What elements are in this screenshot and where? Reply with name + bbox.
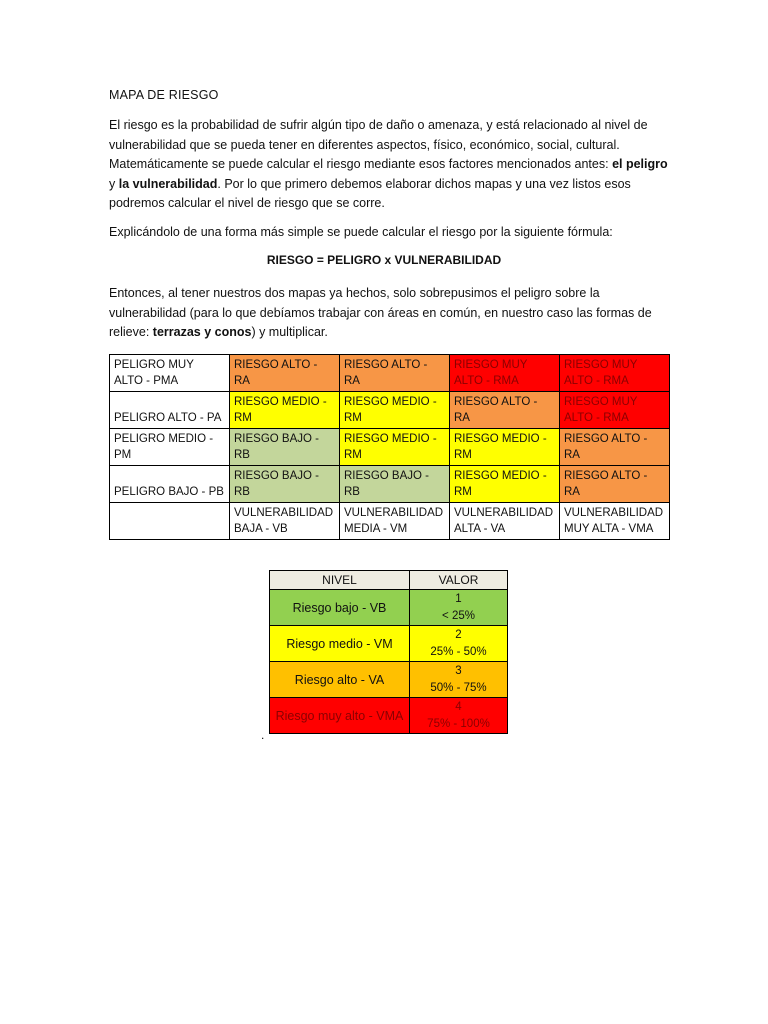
paragraph-formula-intro: Explicándolo de una forma más simple se puede calcular el riesgo por la siguiente fórmula: [109, 225, 613, 239]
bold-term-vulnerabilidad: la vulnerabilidad [118, 176, 218, 191]
level-name: Riesgo medio - VM [270, 626, 410, 662]
row-label-pa: PELIGRO ALTO - PA [110, 392, 230, 429]
column-label-vb: VULNERABILIDAD BAJA - VB [230, 503, 340, 540]
header-valor: VALOR [410, 571, 508, 590]
table-row [110, 429, 670, 466]
level-range: < 25% [442, 609, 475, 622]
level-value [410, 698, 508, 734]
table-row [110, 466, 670, 503]
cell-riesgo-bajo: RIESGO BAJO - RB [230, 429, 340, 466]
paragraph-text: . Por lo que primero debemos elaborar dichos mapas y una vez listos esos podremos calcular el nivel de riesgo que se corre. [109, 176, 631, 210]
cell-riesgo-muy-alto: RIESGO MUY ALTO - RMA [560, 392, 670, 429]
table-row [110, 503, 670, 540]
level-name: Riesgo alto - VA [270, 662, 410, 698]
column-label-vm: VULNERABILIDAD MEDIA - VM [340, 503, 450, 540]
level-name: Riesgo muy alto - VMA [270, 698, 410, 734]
level-range: 75% - 100% [427, 717, 490, 730]
row-label-pma: PELIGRO MUY ALTO - PMA [110, 355, 230, 392]
bold-term-peligro: el peligro [612, 157, 668, 171]
document-title: MAPA DE RIESGO [109, 88, 219, 102]
level-value [410, 662, 508, 698]
table-row [270, 662, 508, 698]
level-name: Riesgo bajo - VB [270, 590, 410, 626]
paragraph-text: Entonces, al tener nuestros dos mapas ya hechos, solo sobrepusimos el peligro sobre la vulnerabilidad (para lo que debíamos trabajar con áreas en común, en nuestro caso las formas de relieve: [109, 286, 652, 339]
cell-riesgo-medio: RIESGO MEDIO - RM [340, 429, 450, 466]
table-row [110, 392, 670, 429]
cell-riesgo-bajo: RIESGO BAJO - RB [230, 466, 340, 503]
risk-matrix-table [109, 354, 670, 540]
paragraph-text: y [109, 176, 119, 191]
cell-riesgo-medio: RIESGO MEDIO - RM [230, 392, 340, 429]
paragraph-text: El riesgo es la probabilidad de sufrir algún tipo de daño o amenaza, y está relacionado al nivel de vulnerabilidad que se pueda tener en diferentes aspectos, físico, económico, social, cultural. Matemáticamente se puede calcular el riesgo mediante esos factores mencionados antes: [109, 118, 648, 171]
column-label-vma: VULNERABILIDAD MUY ALTA - VMA [560, 503, 670, 540]
risk-formula: RIESGO = PELIGRO x VULNERABILIDAD [266, 253, 502, 267]
cell-riesgo-medio: RIESGO MEDIO - RM [450, 466, 560, 503]
stray-dot: . [261, 728, 265, 742]
table-row [270, 590, 508, 626]
column-label-va: VULNERABILIDAD ALTA - VA [450, 503, 560, 540]
table-row [110, 355, 670, 392]
cell-riesgo-bajo: RIESGO BAJO - RB [340, 466, 450, 503]
table-header-row [270, 571, 508, 590]
cell-riesgo-alto: RIESGO ALTO - RA [340, 355, 450, 392]
header-nivel: NIVEL [270, 571, 410, 590]
level-range: 50% - 75% [430, 681, 487, 694]
table-row [270, 626, 508, 662]
level-number: 1 [455, 592, 462, 605]
level-number: 2 [455, 628, 462, 641]
bold-term-relieve: terrazas y conos [152, 325, 252, 339]
level-value [410, 590, 508, 626]
cell-riesgo-alto: RIESGO ALTO - RA [450, 392, 560, 429]
cell-riesgo-medio: RIESGO MEDIO - RM [450, 429, 560, 466]
cell-riesgo-alto: RIESGO ALTO - RA [560, 429, 670, 466]
cell-riesgo-alto: RIESGO ALTO - RA [230, 355, 340, 392]
paragraph-intro [109, 116, 669, 214]
paragraph-text: ) y multiplicar. [251, 325, 328, 339]
cell-riesgo-alto: RIESGO ALTO - RA [560, 466, 670, 503]
level-range: 25% - 50% [430, 645, 487, 658]
row-label-pm: PELIGRO MEDIO - PM [110, 429, 230, 466]
cell-riesgo-muy-alto: RIESGO MUY ALTO - RMA [560, 355, 670, 392]
empty-corner-cell [110, 503, 230, 540]
risk-levels-table [269, 570, 508, 734]
level-value [410, 626, 508, 662]
cell-riesgo-medio: RIESGO MEDIO - RM [340, 392, 450, 429]
cell-riesgo-muy-alto: RIESGO MUY ALTO - RMA [450, 355, 560, 392]
row-label-pb: PELIGRO BAJO - PB [110, 466, 230, 503]
level-number: 4 [455, 700, 462, 713]
paragraph-overlay [109, 284, 669, 343]
table-row [270, 698, 508, 734]
level-number: 3 [455, 664, 462, 677]
